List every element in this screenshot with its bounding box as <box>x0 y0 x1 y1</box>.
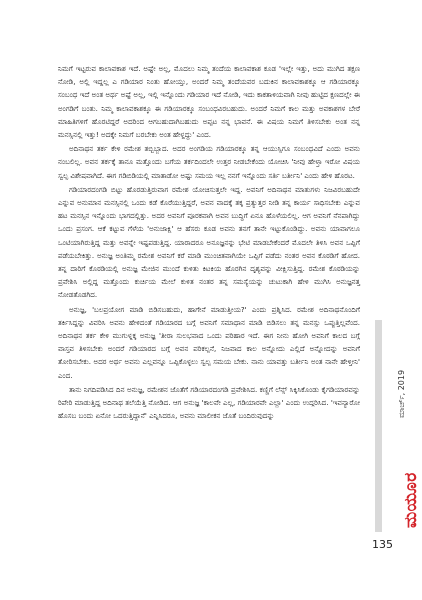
paragraph-5: ತಾನು ನಿಗದಿಪಡಿಸಿದ ದಿನ ಅನುಜ್ಞ, ರಮೇಶನ ಜೊತೆಗೆ ಗಡಿಯಾರದಂಗಡಿ ಪ್ರವೇಶಿಸಿದ. ಕಣ್ಣಿಗೆ ಲೆನ್ಸ್ ಸಿಕ್ಕಿಸಿಕೊಂಡು ಕೈಗಡಿಯಾರವನ್ನು ರಿಪೇರಿ ಮಾಡುತ್ತಿದ್ದ ಅದಿನಾಥ ತಲೆಯೆತ್ತಿ ನೋಡಿದ. ಆಗ ಅನುಜ್ಞ 'ಕಾಲವೇ ಎಲ್ಲ, ಗಡಿಯಾರವೇ ಎಲ್ಲಾ' ಎಂದು ಉದ್ಗರಿಸಿದ. 'ಇವನ್ಯಾರೋ ಹೊಸಬ ಬಂದು ಏನೋ ಒದರುತ್ತಿದ್ದಾನೆ' ಎನ್ನಿಸಿದರೂ, ಅವನು ಮಾಲೀಕನ ಜೊತೆ ಬಂದಿರುವುದನ್ನು <box>58 384 360 421</box>
story-text-column <box>58 62 360 423</box>
paragraph-1: ನಿಮಗೆ ಇಟ್ಟರುವ ಕಾಲಾವಕಾಶ ಇದೆ. ಅಷ್ಟೇ ಅಲ್ಲ, ಮೊದಲು ನಿಮ್ಮ ತಂದೆಯ ಕಾಲಾವಕಾಶ ಕೂಡ 'ಇಲ್ಲೇ ಇತ್ತು, ಅದು ಮುಗಿದ ತಕ್ಷಣ ನೋಡಿ, ಅಲ್ಲಿ ಇದ್ದಲ್ಲ ಎ ಗಡಿಯಾರ ನಿಂತು ಹೋಯ್ತು, ಅಂದರೆ ನಿಮ್ಮ ತಂದೆಯವರ ಬದುಕಿನ ಕಾಲಾವಕಾಶಕ್ಕೂ ಆ ಗಡಿಯಾರಕ್ಕೂ ಸಂಬಂಧ ಇದೆ ಅಂತ ಅರ್ಥ ಅಷ್ಟೆ ಅಲ್ಲ, ಇಲ್ಲಿ ಇನ್ನೊಂದು ಗಡಿಯಾರ ಇದೆ ನೋಡಿ, ಇದು ಕಾಕತಾಳಿಯವಾಗಿ ನೀವು ಹುಟ್ಟಿದ ಕ್ಷಣದಲ್ಲೇ ಈ ಅಂಗಡಿಗೆ ಬಂತು. ನಿಮ್ಮ ಕಾಲಾವಕಾಶಕ್ಕೂ ಈ ಗಡಿಯಾರಕ್ಕೂ ಸಂಬಂಧವಿರಬಹುದು. ಅಂದರೆ ನಿಮಗೆ ಕಾಲ ಮತ್ತು ಅವಕಾಶಗಳ ಬೇರೆ ಮಾಹಿತಿಗಳಿಗೆ ಹೊರಟಿದ್ದರೆ ಅದರಿಂದ ಆಗಬಹುದಾಗಿಬಹುದು ಅಪ್ಪಟ ನನ್ನ ಭಾವನೆ. ಈ ವಿಷಯ ನಿಮಗೆ ತಿಳಿಸಬೇಕು ಅಂತ ನನ್ನ ಮನಸ್ಸಿನಲ್ಲಿ ಇತ್ತು! ಅದಕ್ಕೇ ನಿಮಗೆ ಬರಬೇಕು ಅಂತ ಹೇಳ್ದದ್ದು' ಎಂದ. <box>58 64 360 140</box>
issue-date-text: ಮಾರ್ಚ್, 2019 <box>397 369 406 418</box>
brand-logo-text: ಮಯೂರ <box>401 472 421 528</box>
paragraph-4: ಅನುಜ್ಞ, 'ಬಲಪ್ರಯೋಗ ಮಾಡಿ ಬಿಡಿಸಬಹುದು, ಹಾಗೇನೆ ಮಾಡುತ್ತೀಯ?' ಎಂದು ಪ್ರಶ್ನಿಸಿದ. ರಮೇಶ ಅದಿನಾಥನೊಂದಿಗೆ ತರ್ಕಿಸಿದ್ದನ್ನು ವಿವರಿಸಿ ಅವನು ಹೇಳಿದಂತೆ ಗಡಿಯಾರದ ಬಗ್ಗೆ ಅವನಿಗೆ ಸಮಾಧಾನ ಮಾಡಿ ಬಿಡಿಸಲು ತನ್ನ ಮನಸ್ಸು ಒಪ್ಪುತ್ತಿಲ್ಲವೆಂದ. ಅದಿನಾಥನ ತರ್ಕ ಕೇಳಿ ಮುಗುಳ್ನಕ್ಕ ಅನುಜ್ಞ 'ತೀರಾ ಸುಲಭವಾದ ಒಂದು ಪರಿಹಾರ ಇದೆ. ಈಗ ನೀನು ಹೋಗಿ ಅವನಿಗೆ ಕಾಲದ ಬಗ್ಗೆ ವಾಸ್ತವ ತಿಳಿಸಬೇಕು ಅಂದರೆ ಗಡಿಯಾರದ ಬಗ್ಗೆ ಅವನ ಪರಿಕಲ್ಪನೆ, ನಿಜವಾದ ಕಾಲ ಅನ್ನೋದು ಎಲ್ಲಿದೆ ಅನ್ನೋದನ್ನು ಅವನಿಗೆ ತೋರಿಸಬೇಕು. ಅದರ ಅರ್ಥ ಅವನು ಎಲ್ಲವನ್ನೂ ಒಪ್ಪಿಕೊಳ್ಳಲು ಸ್ವಲ್ಪ ಸಮಯ ಬೇಕು. ನಾನು ಯಾವತ್ತು ಬರ್ತೀನಿ ಅಂತ ನಾನೇ ಹೇಳ್ತೀನಿ' ಎಂದ. <box>58 304 360 380</box>
paragraph-3: ಗಡಿಯಾರದಂಗಡಿ ಬಿಟ್ಟು ಹೊರಡುತ್ತಿರುವಾಗ ರಮೇಶ ಯೋಚಿಸುತ್ತಲೇ ಇದ್ದ. ಅವನಿಗೆ ಅದಿನಾಥನ ಮಾತುಗಳು ನಿಜವಿರಬಹುದೇ ಎನ್ನುವ ಅನುಮಾನ ಮನಸ್ಸಿನಲ್ಲಿ ಒಂದು ಕಡೆ ಕೊರೆಯುತ್ತಿದ್ದರೆ, ಅವನ ವಾದಕ್ಕೆ ತಕ್ಕ ಪ್ರತ್ಯುತ್ತರ ನೀಡಿ ತನ್ನ ಕಾರ್ಯ ಸಾಧಿಸಬೇಕು ಎನ್ನುವ ಹಟ ಮನಸ್ಸಿನ ಇನ್ನೊಂದು ಭಾಗದಲ್ಲಿತ್ತು. ಅದರ ಅವನಿಗೆ ಪೂರಕವಾಗಿ ಅವನ ಬುದ್ಧಿಗೆ ಏನೂ ಹೊಳೆಯಲಿಲ್ಲ. ಆಗ ಅವನಿಗೆ ನೆನಪಾಗಿದ್ದು ಒಂದು ಪ್ರಸಂಗ. ಆಕೆ ಕಟ್ಟುವ ಗೆಳೆಯ 'ಅನುಜಾಕ್ಷಿ' ಆ ಹೆಸರು ಕೂಡ ಅವನು ತನಗೆ ತಾನೇ ಇಟ್ಟುಕೊಂಡಿದ್ದು. ಅವನು ಯಾವಾಗಲೂ ಒಂಟಿಯಾಗಿರುತ್ತಿದ್ದ ಮತ್ತು ಅವನ್ನೇ ಇಷ್ಟಪಡುತ್ತಿದ್ದ. ಯಾರಾದರೂ ಅನೂಜ್ಞನನ್ನು ಭೇಟಿ ಮಾಡಬೇಕೆಂದರೆ ಮೊದಲೇ ತಿಳಿಸಿ ಅವನ ಒಪ್ಪಿಗೆ ಪಡೆಯಬೇಕಿತ್ತು. ಅನುಜ್ಞ ಅಂತಿಮ್ಮ ರಮೇಶ ಅವನಿಗೆ ಕರೆ ಮಾಡಿ ಮುಂಚಿತವಾಗಿಯೇ ಒಪ್ಪಿಗೆ ಪಡೆದು ನಂತರ ಅವನ ಕೊಠಡಿಗೆ ಹೋದ. ತನ್ನ ದಾರಿಗೆ ಕೊಠಡಿಯಲ್ಲಿ ಅನುಜ್ಞ ಮೇಜಿನ ಮುಂದೆ ಕುಳಿತು ಕಿಟಕಿಯ ಹೊರಗಿನ ದೃಶ್ಯವನ್ನು ವೀಕ್ಷಿಸುತ್ತಿದ್ದ. ರಮೇಶ ಕೊಠಡಿಯನ್ನು ಪ್ರವೇಶಿಸಿ ಅಲ್ಲಿದ್ದ ಮತ್ತೊಂದು ಕುರ್ಚಿಯ ಮೇಲೆ ಕುಳಿತ ನಂತರ ತನ್ನ ಸಮಸ್ಯೆಯನ್ನು ಚುಟುಕಾಗಿ ಹೇಳಿ ಮುಗಿಸಿ ಅನುಜ್ಞನತ್ತ ನೋಡತೊಡಗಿದ. <box>58 184 360 300</box>
issue-date-label <box>383 330 406 420</box>
brand-logo <box>380 460 421 530</box>
paragraph-2: ಅದಿನಾಥನ ತರ್ಕ ಕೇಳಿ ರಮೇಶ ತಬ್ಬಿಬ್ಬಾದ. ಅದರ ಅಂಗಡಿಯ ಗಡಿಯಾರಕ್ಕೂ ತನ್ನ ಆಯುಸ್ಸಿಗೂ ಸಂಬಂಧವಿದೆ ಎಂದು ಅವನು ನಂಬಲಿಲ್ಲ. ಅವನ ತರ್ಕಕ್ಕೆ ತಾನೂ ಮತ್ತೊಂದು ಬಗೆಯ ತರ್ಕದಿಂದಲೇ ಉತ್ತರ ನೀಡಬೇಕೆಂದು ಯೋಚಿಸಿ 'ನೀವು ಹೇಳ್ತಾ ಇರೋ ವಿಷಯ ಸ್ವಲ್ಪ ವಿಶೇಷವಾಗಿದೆ. ಈಗ ಗಡಿಬಿಡಿಯಲ್ಲಿ ಮಾತಾಡೋ ಅಷ್ಟು ಸಮಯ ಇಲ್ಲ ನನಗೆ ಇನ್ನೊಂದು ಸರ್ತಿ ಬರ್ತೀನಿ' ಎಂದು ಹೇಳಿ ಹೊರಟ. <box>58 144 360 180</box>
page-number: 135 <box>372 538 393 551</box>
